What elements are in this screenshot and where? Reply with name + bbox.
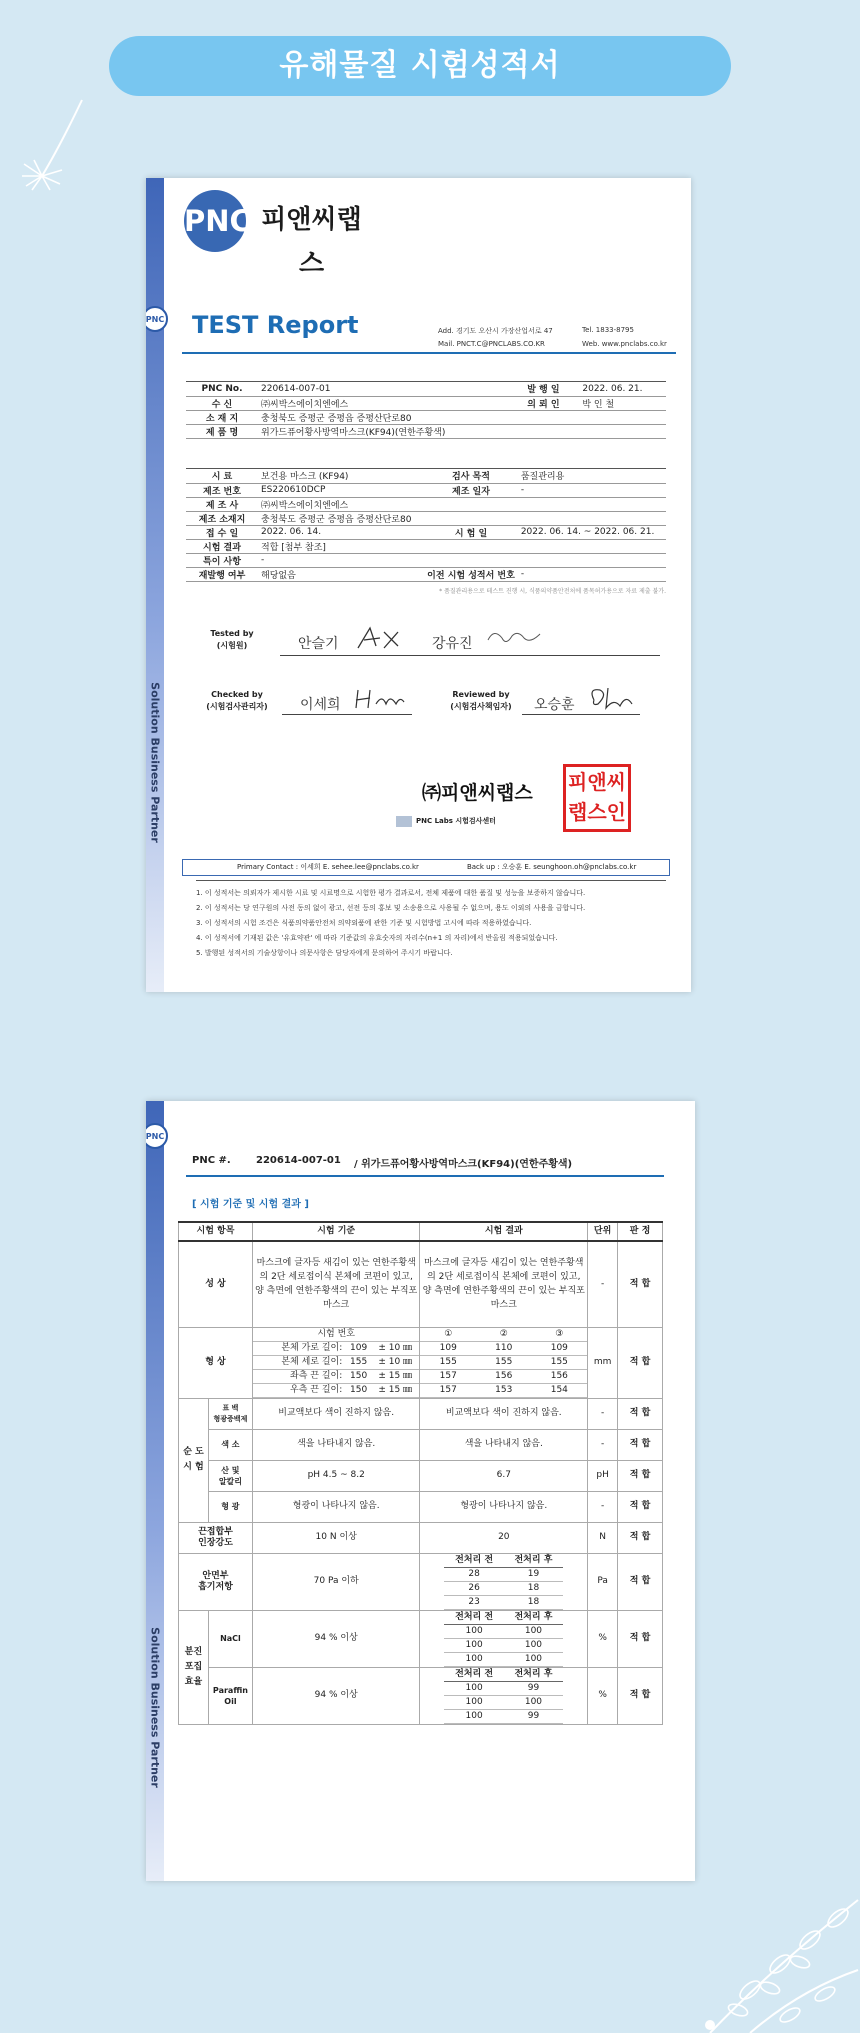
shape-standard-row [253, 1341, 420, 1355]
judgement-cell: 적 합 [618, 1553, 663, 1610]
shape-no-row [420, 1328, 587, 1342]
test-no-label: 시험 번호 [253, 1328, 420, 1342]
info-label-2: 제조 일자 [424, 483, 518, 497]
info-value-2: - [518, 483, 666, 497]
shape-result-row [420, 1355, 587, 1369]
pretreatment-row [444, 1581, 563, 1595]
result-cell [420, 1553, 588, 1610]
info-value-2: - [518, 567, 666, 581]
info-label: 제조 번호 [186, 483, 258, 497]
checked-by-ko: (시험검사관리자) [206, 702, 268, 711]
before-value: 100 [444, 1638, 503, 1652]
table-row [179, 1522, 663, 1553]
test-no: ③ [532, 1328, 588, 1342]
after-value: 19 [504, 1567, 563, 1581]
reviewed-by-en: Reviewed by [452, 690, 510, 699]
unit-cell: - [588, 1241, 618, 1327]
after-label: 전처리 후 [504, 1611, 563, 1625]
table-row [179, 1491, 663, 1522]
result-cell [420, 1667, 588, 1724]
info-label: 제 품 명 [186, 424, 258, 438]
judgement-cell: 적 합 [618, 1241, 663, 1327]
paraffin-values [444, 1668, 563, 1724]
standard-cell [252, 1327, 420, 1398]
table-row [179, 1429, 663, 1460]
tester2-signature [484, 626, 544, 650]
before-value: 23 [444, 1595, 503, 1609]
note-item: 5. 발행된 성적서의 기술상항이나 의문사항은 담당자에게 문의하여 주시기 바랍니다. [196, 949, 453, 957]
address: Add. 경기도 오산시 가장산업서로 47 [438, 327, 553, 335]
reviewed-by-label [436, 689, 526, 713]
info-value: 충청북도 증평군 증평읍 증평산단로80 [258, 410, 507, 424]
info-label-2 [507, 410, 579, 424]
info-row [186, 424, 666, 438]
col-header-standard: 시험 기준 [252, 1222, 420, 1241]
info-value-2 [579, 410, 666, 424]
tester1-name: 안슬기 [298, 636, 339, 652]
info-value: 충청북도 증평군 증평읍 증평산단로80 [258, 511, 424, 525]
judgement-cell: 적 합 [618, 1667, 663, 1724]
tested-by-label [192, 628, 272, 652]
unit-cell: pH [588, 1460, 618, 1491]
product-name: / 위가드퓨어황사방역마스크(KF94)(연한주황색) [354, 1159, 573, 1170]
after-value: 99 [504, 1709, 563, 1723]
info-value: 2022. 06. 14. [258, 525, 424, 539]
dimension-standard: 150 [346, 1369, 371, 1383]
sub-label: Paraffin Oil [208, 1667, 252, 1724]
info-label: PNC No. [186, 382, 258, 396]
info-row [186, 525, 666, 539]
note-item: 4. 이 성적서에 기재된 값은 '유효약관' 에 따라 기준값의 유효숫자의 자리수(n+1 의 자리)에서 반올림 적용되었습니다. [196, 934, 558, 942]
nacl-values [444, 1611, 563, 1667]
dimension-tolerance: ± 15 ㎜ [371, 1383, 420, 1397]
after-label: 전처리 후 [504, 1554, 563, 1568]
standard-cell: 비교액보다 색이 진하지 않음. [252, 1398, 420, 1429]
note-item: 2. 이 성적서는 당 연구원의 사전 동의 없이 광고, 선전 등의 홍보 및 소송용으로 사용될 수 없으며, 용도 이외의 사용을 금합니다. [196, 904, 586, 912]
info-value: 해당없음 [258, 567, 424, 581]
dimension-value: 156 [476, 1369, 532, 1383]
info-row [186, 469, 666, 483]
shape-standard-row [253, 1383, 420, 1397]
info-label-2 [424, 511, 518, 525]
info-label-2 [507, 424, 579, 438]
table-row [179, 1610, 663, 1667]
col-header-judgement: 판 정 [618, 1222, 663, 1241]
dimension-standard: 155 [346, 1355, 371, 1369]
after-value: 100 [504, 1695, 563, 1709]
pretreatment-row [444, 1638, 563, 1652]
after-value: 100 [504, 1624, 563, 1638]
sub-label: NaCl [208, 1610, 252, 1667]
row-label: 안면부 흡기저항 [179, 1553, 253, 1610]
info-value-2: 2022. 06. 21. [579, 382, 666, 396]
sub-label: 색 소 [208, 1429, 252, 1460]
before-value: 100 [444, 1624, 503, 1638]
sample-info-table [186, 469, 666, 582]
after-value: 18 [504, 1581, 563, 1595]
pnc-no: 220614-007-01 [256, 1155, 341, 1166]
table-row [179, 1460, 663, 1491]
after-value: 100 [504, 1652, 563, 1666]
standard-cell: 70 Pa 이하 [252, 1553, 420, 1610]
signature-line-3 [522, 714, 640, 715]
pretreatment-row [444, 1652, 563, 1666]
mail: Mail. PNCT.C@PNCLABS.CO.KR [438, 340, 545, 348]
official-stamp [563, 764, 631, 832]
row-label: 형 상 [179, 1327, 253, 1398]
web: Web. www.pnclabs.co.kr [582, 340, 667, 348]
info-row [186, 483, 666, 497]
judgement-cell: 적 합 [618, 1398, 663, 1429]
info-note: * 품질관리용으로 테스트 진행 시, 식품의약품안전처에 품목허가용으로 자료 제출 불가. [439, 588, 666, 595]
result-cell: 20 [420, 1522, 588, 1553]
test-report-page-1 [146, 178, 691, 992]
dimension-standard: 109 [346, 1341, 371, 1355]
dimension-label: 본체 세로 길이: [253, 1355, 346, 1369]
notes-list [196, 886, 636, 961]
sub-label: 표 백 형광증백제 [208, 1398, 252, 1429]
dimension-value: 110 [476, 1341, 532, 1355]
unit-cell: % [588, 1667, 618, 1724]
note-item: 1. 이 성적서는 의뢰자가 제시한 시료 및 시료명으로 시험한 평가 결과로서, 전체 제품에 대한 품질 및 성능을 보증하지 않습니다. [196, 889, 586, 897]
row-label: 끈접합부 인장강도 [179, 1522, 253, 1553]
table-row [179, 1327, 663, 1398]
standard-cell: 10 N 이상 [252, 1522, 420, 1553]
unit-cell: - [588, 1491, 618, 1522]
info-label: 특이 사항 [186, 553, 258, 567]
judgement-cell: 적 합 [618, 1429, 663, 1460]
contact-box [182, 859, 670, 876]
info-label-2 [424, 497, 518, 511]
info-label-2: 이전 시험 성적서 번호 [424, 567, 518, 581]
unit-cell: - [588, 1429, 618, 1460]
result-cell: 비교액보다 색이 진하지 않음. [420, 1398, 588, 1429]
info-row [186, 396, 666, 410]
company-logo-name: 피앤씨랩스 [261, 205, 362, 279]
center-marker [396, 816, 412, 827]
shape-result-row [420, 1369, 587, 1383]
result-cell: 형광이 나타나지 않음. [420, 1491, 588, 1522]
sub-label: 산 및 알칼리 [208, 1460, 252, 1491]
judgement-cell: 적 합 [618, 1327, 663, 1398]
request-info-table [186, 382, 666, 439]
tel: Tel. 1833-8795 [582, 326, 634, 334]
info-value-2: 품질관리용 [518, 469, 666, 483]
before-value: 100 [444, 1709, 503, 1723]
dimension-value: 157 [420, 1369, 476, 1383]
info-row [186, 511, 666, 525]
test-center-name: PNC Labs 시험검사센터 [416, 817, 496, 825]
resistance-values [444, 1554, 563, 1610]
shape-standard-table [253, 1328, 420, 1398]
primary-contact: Primary Contact : 이세희 E. sehee.lee@pnclabs.co.kr [237, 863, 419, 871]
test-no: ① [420, 1328, 476, 1342]
tester1-signature [354, 624, 402, 652]
dust-group-label: 분진 포집 효율 [179, 1610, 209, 1724]
standard-cell: 형광이 나타나지 않음. [252, 1491, 420, 1522]
checked-by-label [192, 689, 282, 713]
pretreatment-header [444, 1611, 563, 1625]
dimension-standard: 150 [346, 1383, 371, 1397]
result-cell: 6.7 [420, 1460, 588, 1491]
info-label-2 [424, 539, 518, 553]
dimension-label: 좌측 끈 길이: [253, 1369, 346, 1383]
header-divider [186, 1175, 664, 1177]
checker-name: 이세희 [300, 697, 341, 713]
unit-cell: - [588, 1398, 618, 1429]
info-value: - [258, 553, 424, 567]
shape-no-row [253, 1328, 420, 1342]
info-label-2: 검사 목적 [424, 469, 518, 483]
info-value: 적합 [첨부 참조] [258, 539, 424, 553]
backup-contact: Back up : 오승훈 E. seunghoon.oh@pnclabs.co.kr [466, 863, 637, 871]
after-value: 99 [504, 1681, 563, 1695]
sub-label: 형 광 [208, 1491, 252, 1522]
info-value-2 [518, 553, 666, 567]
dandelion-decoration [20, 96, 90, 192]
before-value: 100 [444, 1695, 503, 1709]
pretreatment-row [444, 1681, 563, 1695]
info-value: ES220610DCP [258, 483, 424, 497]
reviewer-signature [584, 684, 636, 712]
table-row [179, 1241, 663, 1327]
dimension-value: 156 [532, 1369, 588, 1383]
leaf-branch-decoration [690, 1860, 860, 2033]
dimension-value: 109 [532, 1341, 588, 1355]
dimension-value: 155 [420, 1355, 476, 1369]
info-label-2: 발 행 일 [507, 382, 579, 396]
dimension-value: 153 [476, 1383, 532, 1397]
dimension-value: 155 [476, 1355, 532, 1369]
table-row [179, 1667, 663, 1724]
standard-cell: pH 4.5 ~ 8.2 [252, 1460, 420, 1491]
judgement-cell: 적 합 [618, 1491, 663, 1522]
signature-line-2 [282, 714, 412, 715]
dimension-value: 155 [532, 1355, 588, 1369]
info-value-2 [579, 424, 666, 438]
info-label: 수 신 [186, 396, 258, 410]
result-cell: 마스크에 글자등 새김이 있는 연한주황색의 2단 세로접이식 본체에 코편이 있고, 양 측면에 연한주황색의 끈이 있는 부직포 마스크 [420, 1241, 588, 1327]
page-title-banner: 유해물질 시험성적서 [109, 36, 731, 96]
judgement-cell: 적 합 [618, 1610, 663, 1667]
info-value: ㈜씨박스에이치엔에스 [258, 396, 507, 410]
result-cell: 색을 나타내지 않음. [420, 1429, 588, 1460]
before-value: 100 [444, 1652, 503, 1666]
dimension-tolerance: ± 10 ㎜ [371, 1355, 420, 1369]
dimension-value: 109 [420, 1341, 476, 1355]
info-value: ㈜씨박스에이치엔에스 [258, 497, 424, 511]
pnc-logo-mark: PNC [184, 190, 246, 252]
stamp-line-1: 피앤씨 [568, 770, 626, 794]
standard-cell: 색을 나타내지 않음. [252, 1429, 420, 1460]
table-row [179, 1553, 663, 1610]
after-value: 100 [504, 1638, 563, 1652]
col-header-item: 시험 항목 [179, 1222, 253, 1241]
pretreatment-header [444, 1554, 563, 1568]
tester2-name: 강유진 [432, 636, 473, 652]
standard-cell: 94 % 이상 [252, 1610, 420, 1667]
info-label: 시 료 [186, 469, 258, 483]
info-value-2 [518, 511, 666, 525]
judgement-cell: 적 합 [618, 1460, 663, 1491]
dimension-label: 우측 끈 길이: [253, 1383, 346, 1397]
dimension-tolerance: ± 15 ㎜ [371, 1369, 420, 1383]
notes-divider [196, 880, 666, 881]
info-value: 보건용 마스크 (KF94) [258, 469, 424, 483]
info-value: 220614-007-01 [258, 382, 507, 396]
unit-cell: mm [588, 1327, 618, 1398]
before-value: 26 [444, 1581, 503, 1595]
sidebar-slogan: Solution Business Partner [148, 682, 162, 843]
section-title: [ 시험 기준 및 시험 결과 ] [192, 1199, 309, 1210]
company-seal-name: ㈜피앤씨랩스 [422, 782, 533, 804]
standard-cell: 94 % 이상 [252, 1667, 420, 1724]
unit-cell: % [588, 1610, 618, 1667]
shape-standard-row [253, 1369, 420, 1383]
sidebar-slogan: Solution Business Partner [148, 1627, 162, 1788]
after-label: 전처리 후 [504, 1668, 563, 1682]
pretreatment-row [444, 1595, 563, 1609]
info-label-2 [424, 553, 518, 567]
checker-signature [352, 686, 406, 712]
report-title: TEST Report [192, 311, 359, 339]
pretreatment-header [444, 1668, 563, 1682]
unit-cell: Pa [588, 1553, 618, 1610]
tested-by-en: Tested by [210, 629, 254, 638]
reviewed-by-ko: (시험검사책임자) [450, 702, 512, 711]
info-label: 제조 소재지 [186, 511, 258, 525]
row-label: 성 상 [179, 1241, 253, 1327]
pretreatment-row [444, 1695, 563, 1709]
dimension-value: 154 [532, 1383, 588, 1397]
info-row [186, 567, 666, 581]
before-label: 전처리 전 [444, 1611, 503, 1625]
shape-result-row [420, 1383, 587, 1397]
result-cell [420, 1327, 588, 1398]
info-value-2: 2022. 06. 14. ~ 2022. 06. 21. [518, 525, 666, 539]
pretreatment-row [444, 1567, 563, 1581]
before-value: 100 [444, 1681, 503, 1695]
before-value: 28 [444, 1567, 503, 1581]
result-cell [420, 1610, 588, 1667]
info-label: 접 수 일 [186, 525, 258, 539]
info-label: 재발행 여부 [186, 567, 258, 581]
col-header-unit: 단위 [588, 1222, 618, 1241]
title-divider [182, 352, 676, 354]
info-value-2 [518, 539, 666, 553]
info-row [186, 410, 666, 424]
dimension-label: 본체 가로 길이: [253, 1341, 346, 1355]
note-item: 3. 이 성적서의 시험 조건은 식품의약품안전처 의약외품에 관한 기준 및 시험방법 고시에 따라 적용하였습니다. [196, 919, 532, 927]
unit-cell: N [588, 1522, 618, 1553]
shape-result-table [420, 1328, 587, 1398]
info-label: 소 재 지 [186, 410, 258, 424]
pnc-side-logo: PNC [146, 306, 168, 332]
table-row [179, 1398, 663, 1429]
stamp-line-2: 랩스인 [568, 800, 626, 824]
info-row [186, 497, 666, 511]
test-report-page-2 [146, 1101, 695, 1881]
info-row [186, 382, 666, 396]
checked-by-en: Checked by [211, 690, 263, 699]
pretreatment-row [444, 1624, 563, 1638]
pnc-side-logo: PNC [146, 1123, 168, 1149]
col-header-result: 시험 결과 [420, 1222, 588, 1241]
info-label: 제 조 사 [186, 497, 258, 511]
judgement-cell: 적 합 [618, 1522, 663, 1553]
info-row [186, 539, 666, 553]
info-label-2: 의 뢰 인 [507, 396, 579, 410]
after-value: 18 [504, 1595, 563, 1609]
pretreatment-row [444, 1709, 563, 1723]
signature-line-1 [280, 655, 660, 656]
info-row [186, 553, 666, 567]
info-value-2: 박 인 철 [579, 396, 666, 410]
standard-cell: 마스크에 글자등 새김이 있는 연한주황색의 2단 세로접이식 본체에 코편이 있고, 양 측면에 연한주황색의 끈이 있는 부직포 마스크 [252, 1241, 420, 1327]
info-label: 시험 결과 [186, 539, 258, 553]
results-table [178, 1221, 663, 1725]
tested-by-ko: (시험원) [216, 641, 248, 650]
purity-group-label: 순 도 시 험 [179, 1398, 209, 1522]
before-label: 전처리 전 [444, 1554, 503, 1568]
test-no: ② [476, 1328, 532, 1342]
pnc-no-label: PNC #. [192, 1155, 231, 1166]
info-label-2: 시 험 일 [424, 525, 518, 539]
reviewer-name: 오승훈 [534, 697, 575, 713]
before-label: 전처리 전 [444, 1668, 503, 1682]
info-value-2 [518, 497, 666, 511]
shape-result-row [420, 1341, 587, 1355]
dimension-value: 157 [420, 1383, 476, 1397]
shape-standard-row [253, 1355, 420, 1369]
info-value: 위가드퓨어황사방역마스크(KF94)(연한주황색) [258, 424, 507, 438]
dimension-tolerance: ± 10 ㎜ [371, 1341, 420, 1355]
